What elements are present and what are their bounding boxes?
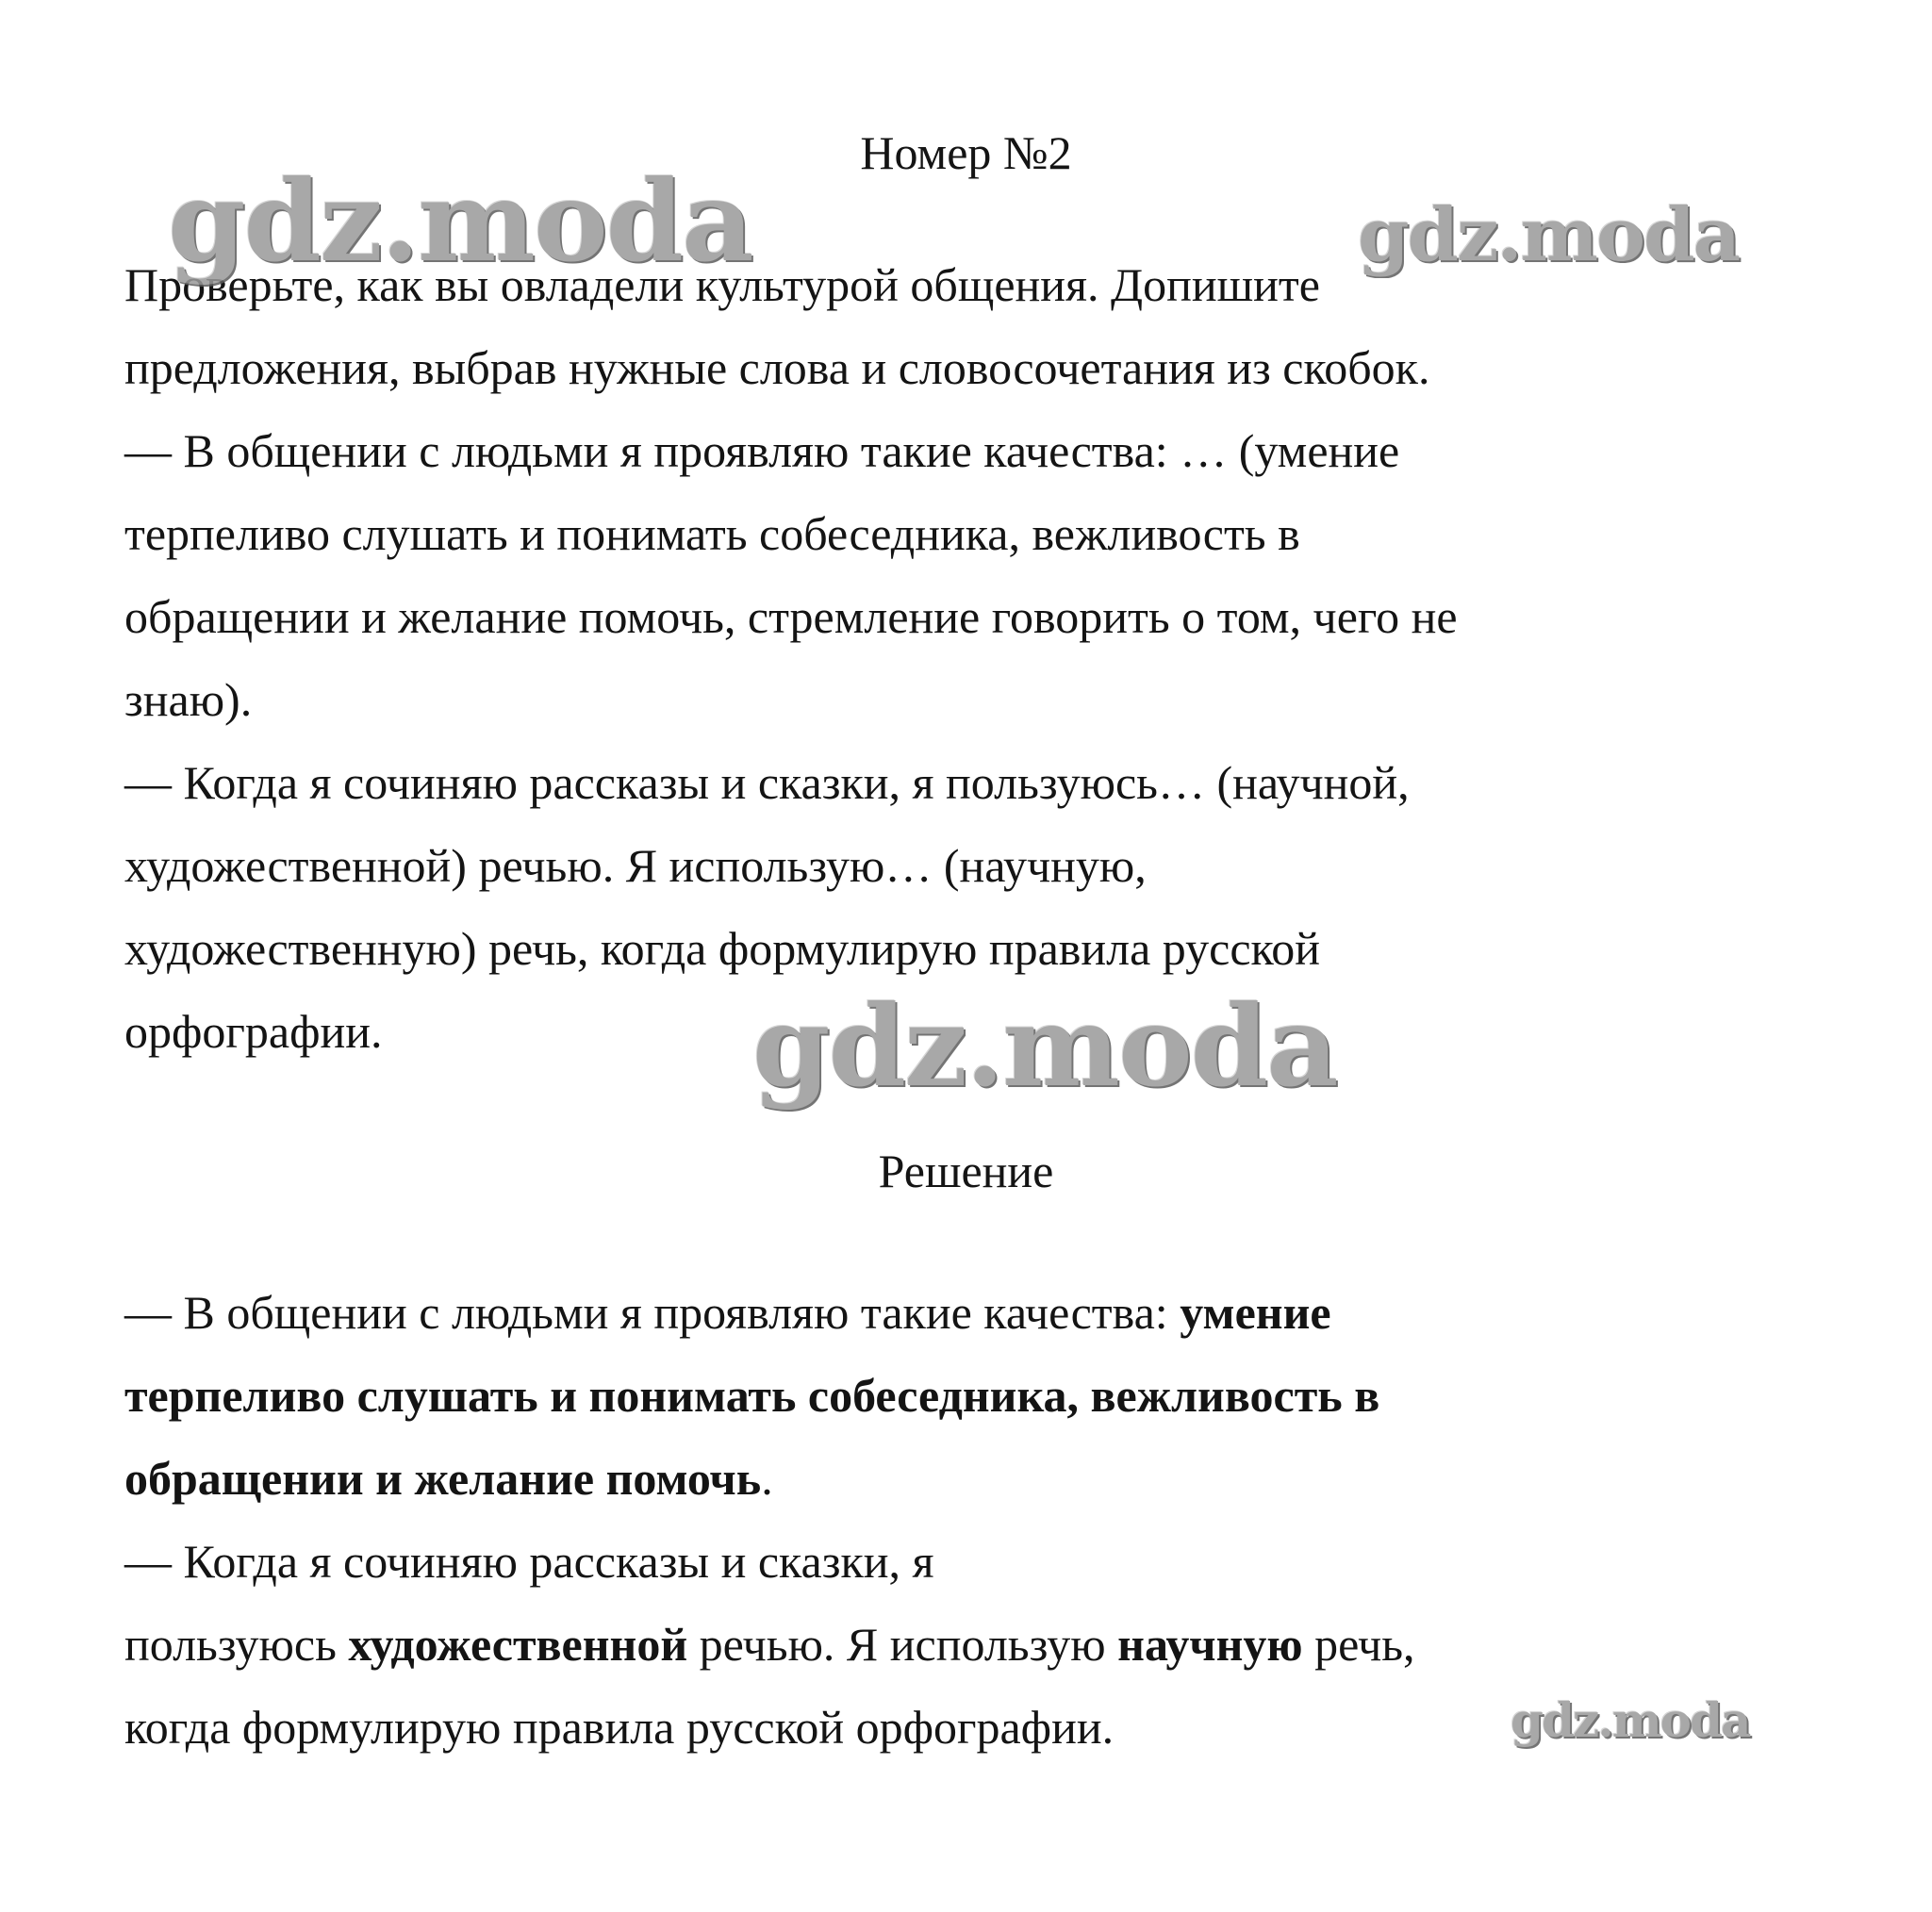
solution-line [124,1603,1822,1686]
solution-answer-bold: обращении и желание помочь [124,1452,762,1505]
solution-line [124,1520,1822,1603]
solution-text-plain: — Когда я сочиняю рассказы и сказки, я [124,1535,934,1588]
watermark-logo: gdz.moda [1511,1692,1750,1748]
task-line: художественной) речью. Я использую… (научную, [124,839,1147,892]
solution-text-plain: речью. Я использую [687,1618,1118,1671]
page-title: Номер №2 [860,126,1072,179]
solution-text-plain: когда формулирую правила русской орфографии. [124,1701,1115,1754]
solution-text-plain: — В общении с людьми я проявляю такие качества: [124,1286,1181,1339]
solution-line [124,1354,1822,1437]
solution-line [124,1437,1822,1520]
solution-answer-bold: терпеливо слушать и понимать собеседника, вежливость в [124,1369,1380,1422]
solution-answer-bold: умение [1180,1286,1331,1339]
solution-answer-bold: художественной [348,1618,688,1671]
task-line: обращении и желание помочь, стремление говорить о том, чего не [124,590,1458,643]
solution-text-plain: пользуюсь [124,1618,349,1671]
task-text [124,243,1822,1073]
task-line: терпеливо слушать и понимать собеседника, вежливость в [124,507,1300,560]
solution-answer-bold: научную [1117,1618,1303,1671]
watermark-logo: gdz.moda [168,156,752,287]
solution-text-plain: . [761,1452,773,1505]
solution-heading: Решение [878,1145,1054,1197]
solution-line [124,1271,1822,1354]
task-line: — В общении с людьми я проявляю такие качества: … (умение [124,424,1400,477]
task-line: орфографии. [124,1005,383,1058]
solution-text-plain: речь, [1302,1618,1415,1671]
task-line: знаю). [124,673,253,726]
task-line: Проверьте, как вы овладели культурой общения. Допишите [124,258,1320,311]
watermark-logo: gdz.moda [752,981,1337,1112]
task-line: — Когда я сочиняю рассказы и сказки, я пользуюсь… (научной, [124,756,1410,809]
task-line: художественную) речь, когда формулирую правила русской [124,922,1321,975]
watermark-logo: gdz.moda [1358,192,1740,278]
task-line: предложения, выбрав нужные слова и словосочетания из скобок. [124,341,1430,394]
